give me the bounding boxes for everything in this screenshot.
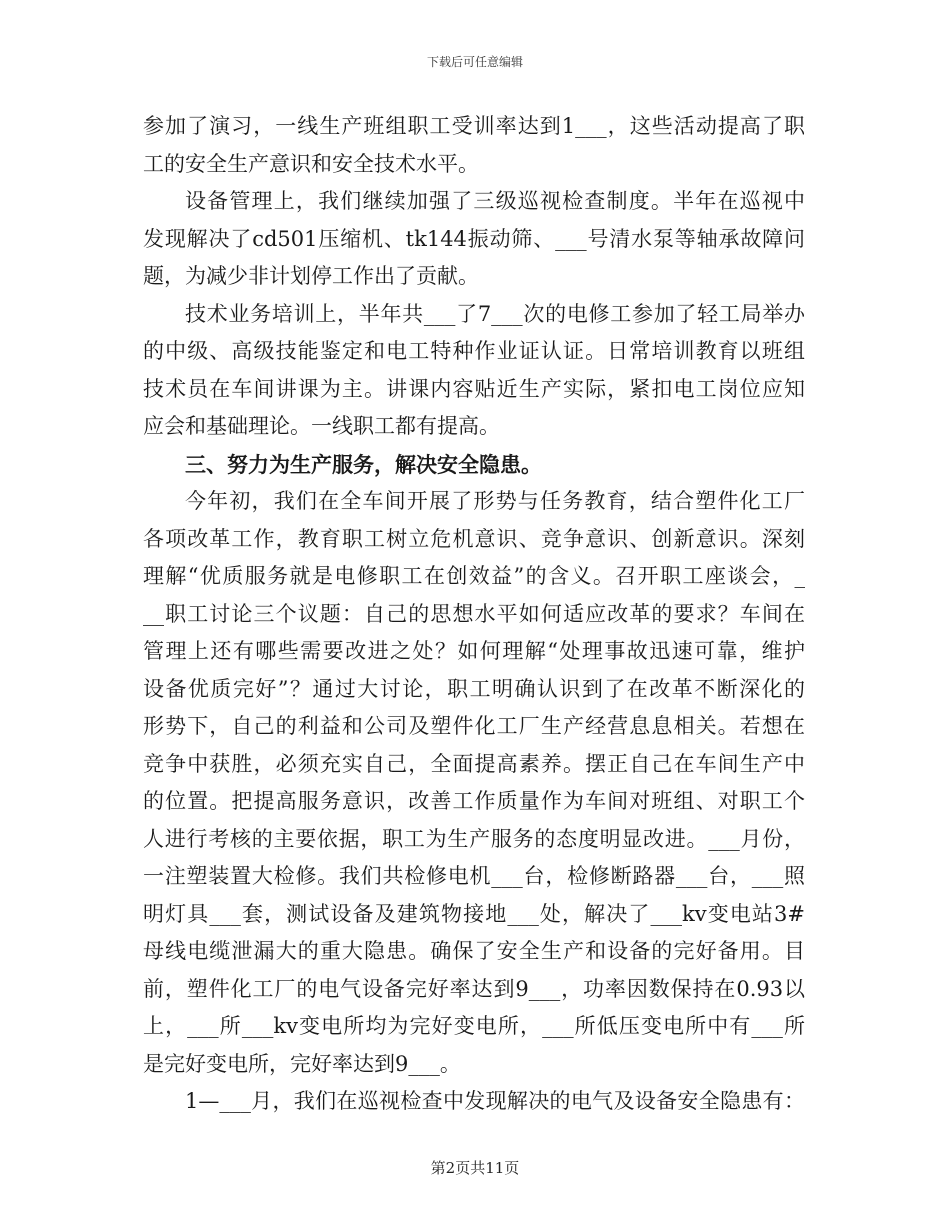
paragraph-line: 今年初，我们在全车间开展了形势与任务教育，结合塑件化工厂	[185, 489, 805, 513]
paragraph-line: 技术业务培训上，半年共___了7___次的电修工参加了轻工局举办	[185, 301, 805, 326]
paragraph-line: 设备优质完好”？通过大讨论，职工明确认识到了在改革不断深化的	[143, 676, 805, 701]
paragraph-line: 前，塑件化工厂的电气设备完好率达到9___，功率因数保持在0.93以	[143, 976, 805, 1001]
paragraph-line: 技术员在车间讲课为主。讲课内容贴近生产实际，紧扣电工岗位应知	[143, 376, 805, 401]
paragraph-line: 工的安全生产意识和安全技术水平。	[143, 151, 479, 176]
paragraph-line: 的中级、高级技能鉴定和电工特种作业证认证。日常培训教育以班组	[143, 339, 805, 363]
paragraph-line: 理解“优质服务就是电修职工在创效益”的含义。召开职工座谈会，_	[143, 564, 805, 588]
paragraph-line: 是完好变电所，完好率达到9___。	[143, 1051, 461, 1076]
paragraph-line: 各项改革工作，教育职工树立危机意识、竞争意识、创新意识。深刻	[143, 526, 805, 551]
section-heading: 三、努力为生产服务，解决安全隐患。	[185, 451, 542, 477]
paragraph-line: 一注塑装置大检修。我们共检修电机___台，检修断路器___台，___照	[143, 864, 805, 888]
paragraph-line: 应会和基础理论。一线职工都有提高。	[143, 414, 500, 438]
page-header: 下载后可任意编辑	[426, 55, 523, 69]
paragraph-line: 上，___所___kv变电所均为完好变电所，___所低压变电所中有___所	[143, 1014, 805, 1038]
paragraph-line: 人进行考核的主要依据，职工为生产服务的态度明显改进。___月份，	[143, 826, 805, 851]
document-body	[143, 108, 805, 1121]
paragraph-line: 形势下，自己的利益和公司及塑件化工厂生产经营息息相关。若想在	[143, 714, 805, 738]
paragraph-line: __职工讨论三个议题：自己的思想水平如何适应改革的要求？车间在	[143, 601, 805, 626]
paragraph-line: 发现解决了cd501压缩机、tk144振动筛、___号清水泵等轴承故障问	[143, 226, 805, 251]
paragraph-line: 竞争中获胜，必须充实自己，全面提高素养。摆正自己在车间生产中	[143, 751, 805, 776]
paragraph-line: 参加了演习，一线生产班组职工受训率达到1___，这些活动提高了职	[143, 114, 805, 138]
paragraph-line: 设备管理上，我们继续加强了三级巡视检查制度。半年在巡视中	[185, 189, 805, 213]
paragraph-line: 题，为减少非计划停工作出了贡献。	[143, 264, 479, 288]
paragraph-line: 1—___月，我们在巡视检查中发现解决的电气及设备安全隐患有：	[185, 1089, 805, 1113]
paragraph-line: 管理上还有哪些需要改进之处？如何理解“处理事故迅速可靠，维护	[143, 639, 805, 663]
paragraph-line: 母线电缆泄漏大的重大隐患。确保了安全生产和设备的完好备用。目	[143, 939, 805, 963]
paragraph-line: 明灯具___套，测试设备及建筑物接地___处，解决了___kv变电站3#	[143, 901, 805, 926]
paragraph-line: 的位置。把提高服务意识，改善工作质量作为车间对班组、对职工个	[143, 789, 805, 813]
page-number-footer: 第2页共11页	[430, 1159, 520, 1177]
